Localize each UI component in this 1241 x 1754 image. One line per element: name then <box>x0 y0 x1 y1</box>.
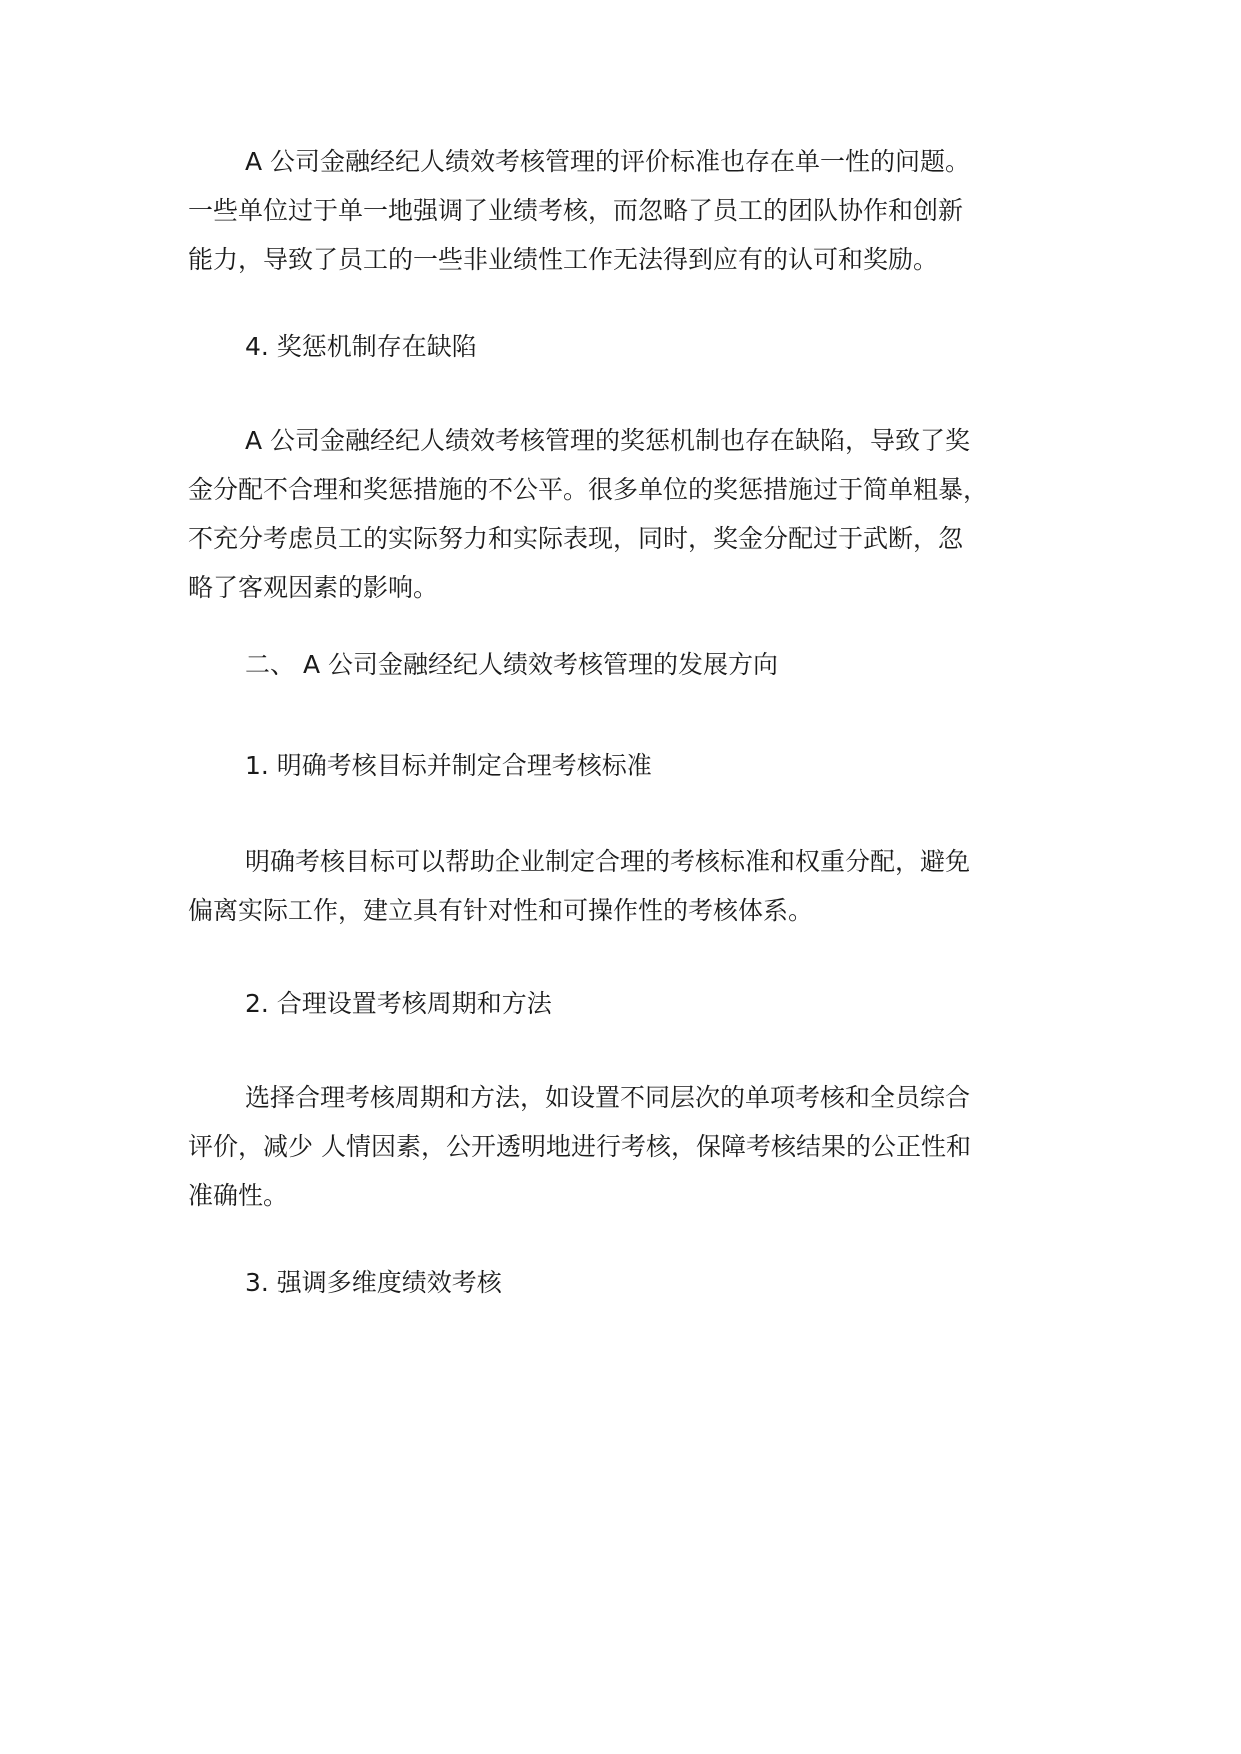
section-heading-2 <box>188 979 1088 1028</box>
heading-text: 3. 强调多维度绩效考核 <box>245 1268 502 1297</box>
text-line: 不充分考虑员工的实际努力和实际表现，同时，奖金分配过于武断，忽 <box>188 524 964 553</box>
text-line: 金分配不合理和奖惩措施的不公平。很多单位的奖惩措施过于简单粗暴， <box>188 475 989 504</box>
heading-text: 4. 奖惩机制存在缺陷 <box>245 332 477 361</box>
text-line: 偏离实际工作，建立具有针对性和可操作性的考核体系。 <box>188 896 814 925</box>
text-line: 评价，减少 人情因素，公开透明地进行考核，保障考核结果的公正性和 <box>188 1132 971 1161</box>
text-line: 一些单位过于单一地强调了业绩考核，而忽略了员工的团队协作和创新 <box>188 196 964 225</box>
text-line: 选择合理考核周期和方法，如设置不同层次的单项考核和全员综合 <box>245 1083 971 1112</box>
text-line: 略了客观因素的影响。 <box>188 573 439 602</box>
heading-text: 二、 A 公司金融经纪人绩效考核管理的发展方向 <box>245 650 778 679</box>
text-line: 准确性。 <box>188 1181 289 1210</box>
text-line: 能力，导致了员工的一些非业绩性工作无法得到应有的认可和奖励。 <box>188 245 939 274</box>
section-heading-3 <box>188 1258 1088 1307</box>
paragraph-reward-punishment <box>188 416 1088 612</box>
heading-text: 2. 合理设置考核周期和方法 <box>245 989 552 1018</box>
heading-text: 1. 明确考核目标并制定合理考核标准 <box>245 751 652 780</box>
section-heading-1 <box>188 741 1088 790</box>
text-line: A 公司金融经纪人绩效考核管理的奖惩机制也存在缺陷，导致了奖 <box>245 426 971 455</box>
paragraph-clear-goals <box>188 837 1088 935</box>
text-line: 明确考核目标可以帮助企业制定合理的考核标准和权重分配，避免 <box>245 847 971 876</box>
paragraph-evaluation-standard <box>188 137 1088 284</box>
paragraph-cycle-method <box>188 1073 1088 1220</box>
chapter-heading-2 <box>188 640 1088 689</box>
section-heading-4 <box>188 322 1088 371</box>
text-line: A 公司金融经纪人绩效考核管理的评价标准也存在单一性的问题。 <box>245 147 971 176</box>
